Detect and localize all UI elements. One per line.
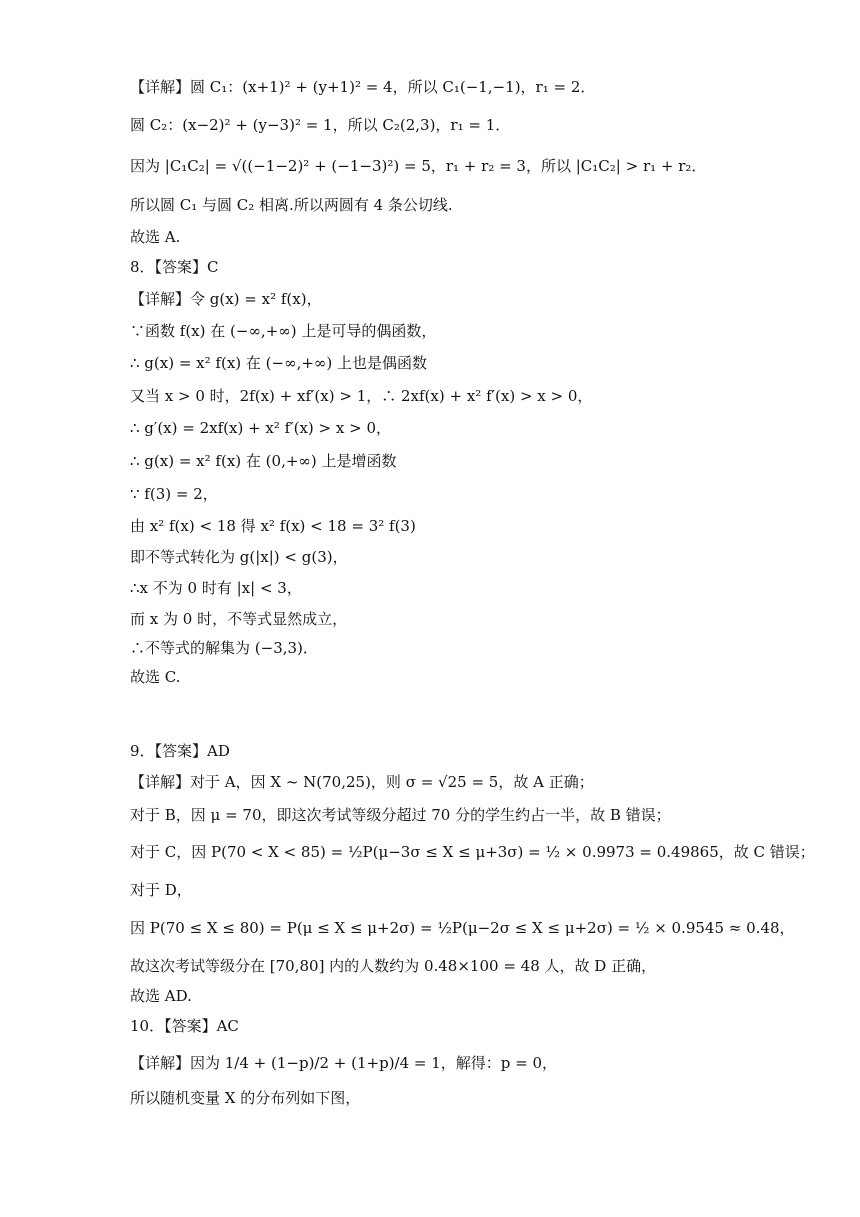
text-line: 【详解】令 g(x) = x² f(x)， [130, 290, 322, 308]
text-line: ∵ f(3) = 2， [130, 485, 218, 503]
text-line: 故选 C. [130, 668, 181, 686]
text-line: 圆 C₂：(x−2)² + (y−3)² = 1，所以 C₂(2,3)，r₁ = 1． [130, 116, 511, 134]
text-line: 【详解】因为 1/4 + (1−p)/2 + (1+p)/4 = 1，解得：p = 0， [130, 1054, 558, 1072]
text-line: 而 x 为 0 时，不等式显然成立， [130, 610, 348, 628]
text-line: 【详解】对于 A，因 X ~ N(70,25)，则 σ = √25 = 5，故 A 正确； [130, 773, 594, 791]
text-line: ∴ g(x) = x² f(x) 在 (0,+∞) 上是增函数 [130, 452, 397, 470]
text-line: 所以圆 C₁ 与圆 C₂ 相离.所以两圆有 4 条公切线. [130, 196, 453, 214]
text-line: 对于 C，因 P(70 < X < 85) = ½P(μ−3σ ≤ X ≤ μ+3σ) = ½ × 0.9973 = 0.49865，故 C 错误； [130, 843, 815, 861]
text-line: 【详解】圆 C₁：(x+1)² + (y+1)² = 4，所以 C₁(−1,−1)，r₁ = 2． [130, 78, 596, 96]
text-line: 由 x² f(x) < 18 得 x² f(x) < 18 = 3² f(3) [130, 517, 416, 535]
text-line: 又当 x > 0 时，2f(x) + xf′(x) > 1，∴ 2xf(x) + x² f′(x) > x > 0， [130, 387, 593, 405]
text-line: 对于 D， [130, 881, 192, 899]
text-line: 对于 B，因 μ = 70，即这次考试等级分超过 70 分的学生约占一半，故 B 错误； [130, 806, 671, 824]
text-line: ∵函数 f(x) 在 (−∞,+∞) 上是可导的偶函数， [130, 322, 437, 340]
answer-heading: 10．【答案】AC [130, 1017, 239, 1035]
text-line: ∴ g′(x) = 2xf(x) + x² f′(x) > x > 0， [130, 419, 391, 437]
text-line: 因为 |C₁C₂| = √((−1−2)² + (−1−3)²) = 5，r₁ + r₂ = 3，所以 |C₁C₂| > r₁ + r₂． [130, 157, 707, 175]
text-line: ∴x 不为 0 时有 |x| < 3， [130, 579, 302, 597]
text-line: ∴不等式的解集为 (−3,3)． [130, 639, 318, 657]
text-line: 故这次考试等级分在 [70,80] 内的人数约为 0.48×100 = 48 人，故 D 正确， [130, 957, 657, 975]
text-line: 故选 A. [130, 228, 181, 246]
text-line: 即不等式转化为 g(|x|) < g(3)， [130, 548, 348, 566]
text-line: 故选 AD. [130, 987, 192, 1005]
answer-heading: 9．【答案】AD [130, 742, 230, 760]
text-line: ∴ g(x) = x² f(x) 在 (−∞,+∞) 上也是偶函数 [130, 354, 428, 372]
answer-heading: 8．【答案】C [130, 258, 219, 276]
text-line: 所以随机变量 X 的分布列如下图， [130, 1089, 361, 1107]
text-line: 因 P(70 ≤ X ≤ 80) = P(μ ≤ X ≤ μ+2σ) = ½P(μ−2σ ≤ X ≤ μ+2σ) = ½ × 0.9545 ≈ 0.48， [130, 919, 795, 937]
